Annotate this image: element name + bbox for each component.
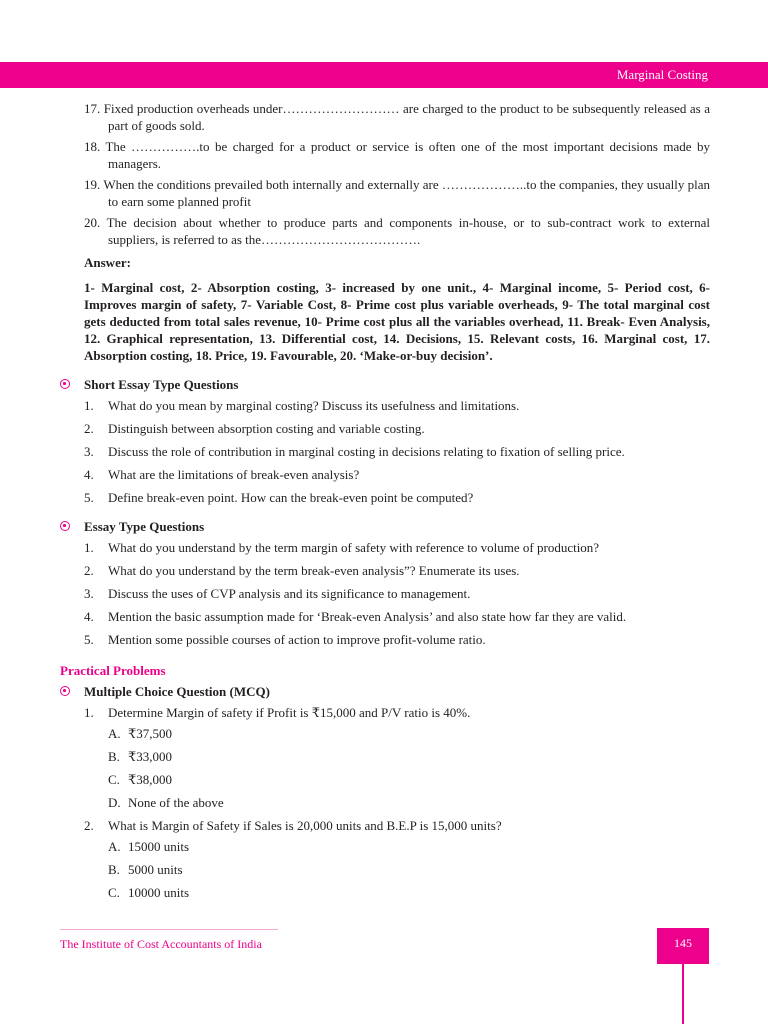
- short-essay-heading: Short Essay Type Questions: [60, 376, 710, 393]
- list-item: 17. Fixed production overheads under……………………… are charged to the product to be subsequently released as a part of goods sold.: [84, 101, 711, 133]
- option-item: A. ₹37,500: [108, 726, 173, 741]
- page-number-line: [682, 964, 684, 1024]
- option-list: [108, 838, 710, 901]
- list-item: 3. Discuss the role of contribution in marginal costing in decisions relating to fixation of selling price.: [84, 444, 625, 459]
- header-band: [0, 62, 768, 88]
- answer-text: 1- Marginal cost, 2- Absorption costing, 3- increased by one unit., 4- Marginal income, 5- Period cost, 6- Improves margin of safety, 7- Variable Cost, 8- Prime cost plus variable overheads, 9- The total marginal cost gets deducted from total sales revenue, 10- Prime cost plus all the variables overhead, 11. Break- Even Analysis, 12. Graphical representation, 13. Differential cost, 14. Decisions, 15. Relevant costs, 16. Marginal cost, 17. Absorption costing, 18. Price, 19. Favourable, 20. ‘Make-or-buy decision’.: [84, 280, 710, 363]
- option-item: C. 10000 units: [108, 885, 190, 900]
- mcq-question: 1. Determine Margin of safety if Profit is ₹15,000 and P/V ratio is 40%. A. ₹37,500 B. ₹33,000 C. ₹38,000 D. None of the above: [84, 704, 710, 811]
- essay-heading: Essay Type Questions: [60, 518, 710, 535]
- list-item: 19. When the conditions prevailed both internally and externally are ………………..to the companies, they usually plan to earn some planned profit: [84, 177, 710, 209]
- mcq-question: 2. What is Margin of Safety if Sales is 20,000 units and B.E.P is 15,000 units? A. 15000 units B. 5000 units C. 10000 units: [84, 817, 710, 901]
- list-item: 1. What do you mean by marginal costing? Discuss its usefulness and limitations.: [84, 398, 520, 413]
- target-bullet-icon: [60, 521, 70, 531]
- list-item: 4. Mention the basic assumption made for ‘Break-even Analysis’ and also state how far they are valid.: [84, 609, 627, 624]
- footer-divider: [60, 929, 278, 930]
- list-item: 18. The …………….to be charged for a product or service is often one of the most important decisions made by managers.: [84, 139, 710, 171]
- list-item: 2. What do you understand by the term break-even analysis”? Enumerate its uses.: [84, 563, 520, 578]
- chapter-title: Marginal Costing: [616, 67, 708, 82]
- essay-list: [84, 539, 710, 648]
- list-item: 1. What do you understand by the term margin of safety with reference to volume of production?: [84, 540, 600, 555]
- short-essay-list: [84, 397, 710, 506]
- list-item: 20. The decision about whether to produce parts and components in-house, or to sub-contract work to external suppliers, is referred to as the……………………………….: [84, 215, 710, 247]
- mcq-list: [84, 704, 710, 901]
- target-bullet-icon: [60, 686, 70, 696]
- list-item: 3. Discuss the uses of CVP analysis and its significance to management.: [84, 586, 471, 601]
- option-item: D. None of the above: [108, 795, 224, 810]
- list-item: 5. Define break-even point. How can the break-even point be computed?: [84, 490, 474, 505]
- option-item: C. ₹38,000: [108, 772, 173, 787]
- option-item: B. ₹33,000: [108, 749, 173, 764]
- answer-heading: Answer:: [84, 255, 131, 270]
- target-bullet-icon: [60, 379, 70, 389]
- page-content: [60, 100, 710, 907]
- fill-in-blank-list: [84, 100, 710, 248]
- option-list: [108, 725, 710, 811]
- option-item: A. 15000 units: [108, 839, 190, 854]
- practical-problems-heading: Practical Problems: [60, 663, 166, 678]
- option-item: B. 5000 units: [108, 862, 183, 877]
- footer-institute: The Institute of Cost Accountants of India: [60, 937, 262, 951]
- list-item: 5. Mention some possible courses of action to improve profit-volume ratio.: [84, 632, 486, 647]
- page-number: 145: [657, 928, 709, 964]
- list-item: 4. What are the limitations of break-even analysis?: [84, 467, 360, 482]
- mcq-heading: Multiple Choice Question (MCQ): [60, 683, 710, 700]
- list-item: 2. Distinguish between absorption costing and variable costing.: [84, 421, 425, 436]
